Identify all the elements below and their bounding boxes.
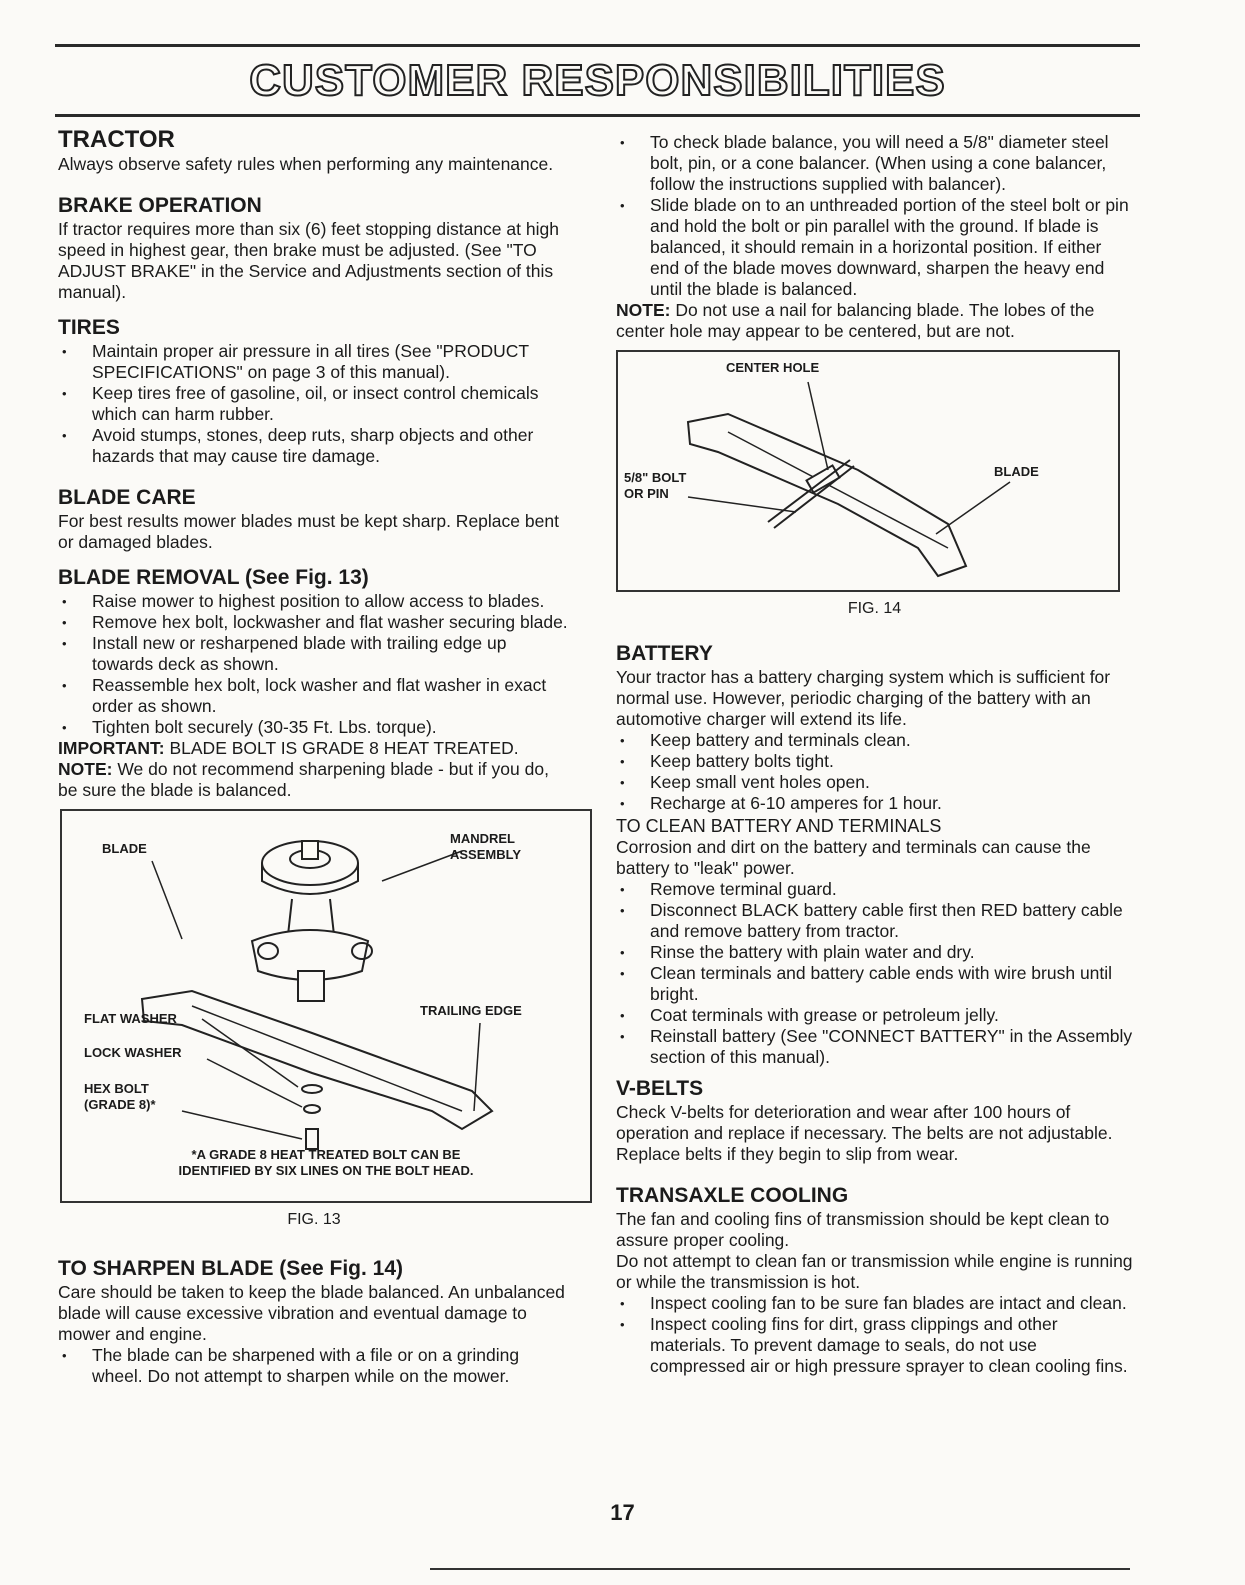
list-item: • Coat terminals with grease or petroleum jelly. bbox=[616, 1005, 1133, 1026]
list-item: • Rinse the battery with plain water and dry. bbox=[616, 942, 1133, 963]
fig13-caption: FIG. 13 bbox=[287, 1211, 341, 1228]
list-item: • Avoid stumps, stones, deep ruts, sharp objects and other hazards that may cause tire damage. bbox=[58, 425, 570, 467]
list-item: • Disconnect BLACK battery cable first then RED battery cable and remove battery from tractor. bbox=[616, 900, 1133, 942]
sharpen-heading: TO SHARPEN BLADE (See Fig. 14) bbox=[58, 1257, 404, 1280]
tractor-text: Always observe safety rules when performing any maintenance. bbox=[58, 154, 554, 174]
blade-care-heading: BLADE CARE bbox=[58, 486, 196, 509]
blade-removal-heading: BLADE REMOVAL (See Fig. 13) bbox=[58, 566, 369, 589]
battery-heading: BATTERY bbox=[616, 642, 713, 665]
note-label: NOTE: bbox=[616, 300, 671, 320]
tractor-heading: TRACTOR bbox=[58, 126, 175, 153]
note-text: Do not use a nail for balancing blade. The lobes of the center hole may appear to be centered, but are not. bbox=[616, 300, 1095, 341]
list-item: • Maintain proper air pressure in all tires (See "PRODUCT SPECIFICATIONS" on page 3 of this manual). bbox=[58, 341, 570, 383]
blade-balance-illustration bbox=[618, 352, 1118, 590]
note-label: NOTE: bbox=[58, 759, 113, 779]
page-number: 17 bbox=[610, 1500, 635, 1525]
list-item: • Keep small vent holes open. bbox=[616, 772, 1133, 793]
page-title: CUSTOMER RESPONSIBILITIES bbox=[249, 56, 946, 105]
list-item: • Inspect cooling fan to be sure fan blades are intact and clean. bbox=[616, 1293, 1133, 1314]
brake-heading: BRAKE OPERATION bbox=[58, 194, 262, 217]
list-item: • Tighten bolt securely (30-35 Ft. Lbs. torque). bbox=[58, 717, 570, 738]
list-item: • Reassemble hex bolt, lock washer and flat washer in exact order as shown. bbox=[58, 675, 570, 717]
clean-battery-heading: TO CLEAN BATTERY AND TERMINALS bbox=[616, 816, 942, 836]
list-item: • Inspect cooling fins for dirt, grass clippings and other materials. To prevent damage to seals, do not use compressed air or high pressure sprayer to clean cooling fins. bbox=[616, 1314, 1133, 1377]
fig14-label-blade: BLADE bbox=[994, 464, 1039, 479]
list-item: • Reinstall battery (See "CONNECT BATTERY" in the Assembly section of this manual). bbox=[616, 1026, 1133, 1068]
battery-text: Your tractor has a battery charging system which is sufficient for normal use. However, periodic charging of the battery with an automotive charger will extend its life. bbox=[616, 667, 1111, 729]
fig13-label-flat-washer: FLAT WASHER bbox=[84, 1011, 177, 1026]
tires-heading: TIRES bbox=[58, 316, 120, 339]
vbelts-heading: V-BELTS bbox=[616, 1077, 704, 1100]
transaxle-text-2: Do not attempt to clean fan or transmission while engine is running or while the transmission is hot. bbox=[616, 1251, 1133, 1292]
list-item: • Remove terminal guard. bbox=[616, 879, 1133, 900]
fig13-label-lock-washer: LOCK WASHER bbox=[84, 1045, 182, 1060]
figure-13 bbox=[60, 809, 592, 1203]
list-item: • Remove hex bolt, lockwasher and flat washer securing blade. bbox=[58, 612, 570, 633]
important-label: IMPORTANT: bbox=[58, 738, 165, 758]
tires-list bbox=[58, 341, 570, 467]
fig13-footnote-2: IDENTIFIED BY SIX LINES ON THE BOLT HEAD. bbox=[178, 1163, 474, 1178]
list-item: • Raise mower to highest position to allow access to blades. bbox=[58, 591, 570, 612]
fig14-label-center-hole: CENTER HOLE bbox=[726, 360, 820, 375]
left-column bbox=[58, 126, 570, 1387]
sharpen-note bbox=[58, 759, 570, 801]
list-item: • Keep battery bolts tight. bbox=[616, 751, 1133, 772]
list-item: • Keep tires free of gasoline, oil, or insect control chemicals which can harm rubber. bbox=[58, 383, 570, 425]
header-rule-top bbox=[55, 44, 1140, 47]
list-item: • Install new or resharpened blade with trailing edge up towards deck as shown. bbox=[58, 633, 570, 675]
list-item: • Recharge at 6-10 amperes for 1 hour. bbox=[616, 793, 1133, 814]
fig14-label-or-pin: OR PIN bbox=[624, 486, 669, 501]
blade-care-text: For best results mower blades must be kept sharp. Replace bent or damaged blades. bbox=[58, 511, 559, 552]
fig13-label-hex-bolt: HEX BOLT bbox=[84, 1081, 149, 1096]
fig13-label-mandrel: MANDREL ASSEMBLY bbox=[450, 831, 522, 862]
clean-battery-text: Corrosion and dirt on the battery and terminals can cause the battery to "leak" power. bbox=[616, 837, 1091, 878]
important-note bbox=[58, 738, 570, 759]
sharpen-text: Care should be taken to keep the blade balanced. An unbalanced blade will cause excessive vibration and eventual damage to mower and engine. bbox=[58, 1282, 565, 1344]
list-item: • Clean terminals and battery cable ends with wire brush until bright. bbox=[616, 963, 1133, 1005]
fig13-label-grade: (GRADE 8)* bbox=[84, 1097, 156, 1112]
fig13-label-blade: BLADE bbox=[102, 841, 147, 856]
vbelts-text: Check V-belts for deterioration and wear after 100 hours of operation and replace if necessary. The belts are not adjustable. Replace belts if they begin to slip from wear. bbox=[616, 1102, 1113, 1164]
transaxle-heading: TRANSAXLE COOLING bbox=[616, 1184, 849, 1207]
battery-list bbox=[616, 730, 1133, 814]
blade-removal-list bbox=[58, 591, 570, 738]
fig13-footnote-1: *A GRADE 8 HEAT TREATED BOLT CAN BE bbox=[191, 1147, 461, 1162]
important-text: BLADE BOLT IS GRADE 8 HEAT TREATED. bbox=[169, 738, 519, 758]
list-item: • Slide blade on to an unthreaded portion of the steel bolt or pin and hold the bolt or pin parallel with the ground. If blade is balanced, it should remain in a horizontal position. If either end of the blade moves downward, sharpen the heavy end until the blade is balanced. bbox=[616, 195, 1133, 300]
balance-list bbox=[616, 132, 1133, 300]
list-item: • To check blade balance, you will need a 5/8" diameter steel bolt, pin, or a cone balancer. (When using a cone balancer, follow the instructions supplied with balancer). bbox=[616, 132, 1133, 195]
fig14-caption: FIG. 14 bbox=[847, 600, 902, 617]
note-text: We do not recommend sharpening blade - but if you do, be sure the blade is balanced. bbox=[58, 759, 549, 800]
transaxle-text-1: The fan and cooling fins of transmission should be kept clean to assure proper cooling. bbox=[616, 1209, 1110, 1250]
list-item: • Keep battery and terminals clean. bbox=[616, 730, 1133, 751]
list-item: • The blade can be sharpened with a file or on a grinding wheel. Do not attempt to sharpen while on the mower. bbox=[58, 1345, 570, 1387]
clean-battery-list bbox=[616, 879, 1133, 1068]
figure-14 bbox=[616, 350, 1120, 592]
sharpen-list bbox=[58, 1345, 570, 1387]
footer-rule bbox=[430, 1568, 1130, 1570]
balance-note bbox=[616, 300, 1133, 342]
fig13-label-trailing-edge: TRAILING EDGE bbox=[420, 1003, 522, 1018]
fig14-label-bolt: 5/8" BOLT bbox=[624, 470, 687, 485]
transaxle-list bbox=[616, 1293, 1133, 1377]
right-column bbox=[616, 132, 1133, 1377]
brake-text: If tractor requires more than six (6) feet stopping distance at high speed in highest gear, then brake must be adjusted. (See "TO ADJUST BRAKE" in the Service and Adjustments section of this manual). bbox=[58, 219, 559, 302]
header-rule-bottom bbox=[55, 114, 1140, 117]
